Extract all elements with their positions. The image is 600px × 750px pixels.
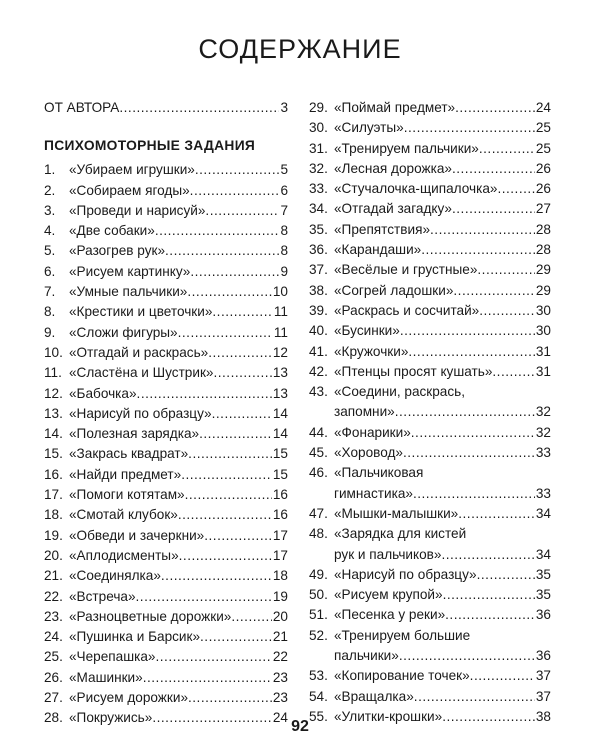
toc-entry-text: «Помоги котятам» (69, 487, 185, 503)
toc-entry-page: 11 (273, 324, 288, 340)
toc-entry-number: 49. (309, 566, 328, 582)
toc-entry-text: «Разогрев рук» (69, 243, 166, 259)
toc-entry (309, 240, 551, 260)
toc-entry-number: 28. (44, 710, 63, 726)
toc-entry-continuation (309, 646, 551, 666)
toc-entry-text: «Рисуем дорожки» (69, 690, 188, 706)
dot-leader (470, 666, 535, 686)
toc-entry (44, 363, 288, 383)
toc-entry-number: 33. (309, 181, 328, 197)
dot-leader (411, 423, 535, 443)
dot-leader (165, 241, 279, 261)
toc-entry-text: «Пушинка и Барсик» (69, 629, 201, 645)
toc-entry-page: 13 (272, 365, 288, 381)
toc-entry-number: 38. (309, 282, 328, 298)
toc-entry-number: 24. (44, 629, 63, 645)
toc-entry-text: «Бусинки» (334, 323, 400, 339)
toc-entry-number: 39. (309, 302, 328, 318)
dot-leader (161, 566, 272, 586)
toc-entry-page: 37 (535, 688, 551, 704)
toc-entry (309, 605, 551, 625)
toc-entry-text: «Соедини, раскрась, (334, 384, 466, 400)
toc-entry-number: 32. (309, 160, 328, 176)
toc-entry (309, 565, 551, 585)
toc-entry-number: 21. (44, 568, 63, 584)
toc-entry-page: 16 (272, 507, 288, 523)
toc-entry-number: 35. (309, 221, 328, 237)
toc-entry-text: «Птенцы просят кушать» (334, 363, 493, 379)
toc-entry-text: «Рисуем картинку» (69, 263, 191, 279)
toc-entry-number: 52. (309, 627, 328, 643)
toc-entry (309, 179, 551, 199)
toc-entry (44, 404, 288, 424)
dot-leader (204, 526, 272, 546)
toc-entry-page: 16 (272, 487, 288, 503)
toc-entry-page: 12 (272, 344, 288, 360)
dot-leader (453, 281, 534, 301)
toc-entry (44, 587, 288, 607)
toc-entry (309, 504, 551, 524)
toc-entry-number: 27. (44, 690, 63, 706)
toc-entry-number: 55. (309, 708, 328, 724)
toc-entry-page: 17 (272, 527, 288, 543)
toc-entry-page: 24 (535, 100, 551, 115)
toc-entry (309, 98, 551, 118)
toc-entry-text: «Закрась квадрат» (69, 446, 189, 462)
toc-entry-number: 11. (44, 365, 62, 381)
toc-entry-page: 30 (535, 302, 551, 318)
toc-entry-page: 34 (535, 546, 551, 562)
toc-entry (44, 221, 288, 241)
toc-entry-page: 19 (272, 588, 288, 604)
toc-entry-page: 14 (272, 405, 288, 421)
toc-entry (309, 159, 551, 179)
toc-entry-page: 5 (280, 162, 288, 178)
toc-entry-text: «Убираем игрушки» (69, 162, 195, 178)
toc-entry-page: 15 (272, 466, 288, 482)
toc-entry-page: 32 (535, 404, 551, 420)
toc-entry-text: «Смотай клубок» (69, 507, 178, 523)
toc-entry (44, 465, 288, 485)
toc-entry (309, 423, 551, 443)
toc-entry (44, 444, 288, 464)
toc-entry-number: 9. (44, 324, 56, 340)
toc-entry (44, 201, 288, 221)
toc-entry-number: 53. (309, 668, 328, 684)
toc-entry-number: 45. (309, 445, 328, 461)
toc-entry (44, 485, 288, 505)
toc-entry-text: «Собираем ягоды» (69, 182, 190, 198)
toc-entry-text: «Кружочки» (334, 343, 409, 359)
dot-leader (395, 402, 535, 422)
dot-leader (430, 220, 535, 240)
toc-entry-number: 16. (44, 466, 63, 482)
toc-entry-text: «Карандаши» (334, 242, 422, 258)
dot-leader (119, 98, 279, 118)
toc-entry-number: 50. (309, 587, 328, 603)
dot-leader (136, 587, 272, 607)
toc-entry-author (44, 98, 288, 118)
dot-leader (479, 139, 535, 159)
dot-leader (205, 201, 279, 221)
toc-entry-number: 1. (44, 162, 56, 178)
toc-entry-text: «Весёлые и грустные» (334, 262, 478, 278)
toc-entry-page: 32 (535, 424, 551, 440)
toc-entry-text: «Стучалочка-щипалочка» (334, 181, 498, 197)
toc-entry-text: «Бабочка» (69, 385, 137, 401)
toc-entry-page: 38 (535, 708, 551, 724)
dot-leader (208, 343, 272, 363)
toc-entry (309, 118, 551, 138)
toc-entry-number: 14. (44, 426, 63, 442)
toc-entry (309, 321, 551, 341)
toc-entry-number: 17. (44, 487, 63, 503)
toc-entry-number: 41. (309, 343, 328, 359)
toc-entry-number: 6. (44, 263, 56, 279)
toc-entry-number: 26. (44, 669, 63, 685)
toc-entry (44, 607, 288, 627)
toc-entry (44, 688, 288, 708)
toc-entry-page: 36 (535, 607, 551, 623)
dot-leader (137, 384, 272, 404)
toc-entry-text: «Хоровод» (334, 445, 403, 461)
toc-entry-number: 36. (309, 242, 328, 258)
toc-entry (44, 647, 288, 667)
toc-entry-text: «Обведи и зачеркни» (69, 527, 205, 543)
dot-leader (408, 342, 535, 362)
toc-entry (44, 384, 288, 404)
toc-entry-page: 29 (535, 282, 551, 298)
toc-entry (44, 627, 288, 647)
toc-entry-text: «Отгадай загадку» (334, 201, 452, 217)
toc-entry (309, 260, 551, 280)
dot-leader (492, 362, 534, 382)
toc-entry (309, 585, 551, 605)
toc-entry (309, 342, 551, 362)
toc-right-column (309, 98, 551, 727)
toc-entry-page: 20 (272, 608, 288, 624)
toc-entry-page: 11 (273, 304, 288, 320)
dot-leader (187, 282, 272, 302)
dot-leader (188, 688, 272, 708)
toc-entry-text: «Фонарики» (334, 424, 411, 440)
dot-leader (452, 199, 535, 219)
toc-entry-number: 2. (44, 182, 56, 198)
toc-entry (44, 668, 288, 688)
dot-leader (452, 159, 535, 179)
toc-entry-text: «Нарисуй по образцу» (69, 405, 212, 421)
dot-leader (181, 465, 272, 485)
page-number: 92 (291, 718, 309, 735)
toc-entry-text: «Сложи фигуры» (69, 324, 178, 340)
toc-entry-page: 31 (535, 343, 551, 359)
toc-entry-page: 15 (272, 446, 288, 462)
toc-entry-text: «Согрей ладошки» (334, 282, 454, 298)
toc-entry-page: 8 (280, 223, 288, 239)
dot-leader (421, 240, 535, 260)
toc-entry (44, 546, 288, 566)
dot-leader (414, 687, 535, 707)
toc-entry-page: 9 (280, 263, 288, 279)
toc-entry (309, 220, 551, 240)
toc-left-list (44, 160, 288, 728)
toc-entry (44, 424, 288, 444)
toc-entry (309, 626, 551, 646)
dot-leader (213, 363, 271, 383)
section-heading: ПСИХОМОТОРНЫЕ ЗАДАНИЯ (44, 138, 256, 154)
dot-leader (497, 179, 534, 199)
dot-leader (458, 504, 535, 524)
toc-entry-number: 7. (44, 284, 56, 300)
toc-entry-page: 33 (535, 485, 551, 501)
toc-entry-text: «Разноцветные дорожки» (69, 608, 232, 624)
dot-leader (443, 585, 535, 605)
toc-entry-text-continued: рук и пальчиков» (334, 546, 442, 562)
toc-entry (309, 463, 551, 483)
toc-entry (44, 566, 288, 586)
dot-leader (155, 221, 280, 241)
toc-entry-text: «Нарисуй по образцу» (334, 566, 477, 582)
toc-entry-text: «Улитки-крошки» (334, 708, 443, 724)
toc-entry-text: «Две собаки» (69, 223, 155, 239)
toc-entry-text-continued: пальчики» (334, 648, 399, 664)
toc-entry-text: «Машинки» (69, 669, 143, 685)
dot-leader (477, 260, 534, 280)
toc-entry-number: 23. (44, 608, 63, 624)
toc-entry (44, 505, 288, 525)
toc-entry-text: «Найди предмет» (69, 466, 182, 482)
toc-entry-page: 35 (535, 587, 551, 603)
toc-entry-text: «Умные пальчики» (69, 284, 188, 300)
toc-entry-page: 31 (535, 363, 551, 379)
toc-entry-text: «Встреча» (69, 588, 136, 604)
dot-leader (143, 668, 272, 688)
toc-entry-text: «Вращалка» (334, 688, 414, 704)
toc-entry-number: 12. (44, 385, 63, 401)
toc-entry-number: 48. (309, 526, 328, 542)
toc-entry-text: «Поймай предмет» (334, 100, 456, 115)
toc-entry-number: 51. (309, 607, 328, 623)
toc-entry-text: «Раскрась и сосчитай» (334, 302, 480, 318)
toc-entry-page: 7 (280, 202, 288, 218)
toc-entry (309, 382, 551, 402)
toc-entry (309, 666, 551, 686)
toc-entry-number: 10. (44, 344, 63, 360)
toc-entry-page: 27 (535, 201, 551, 217)
toc-entry-number: 37. (309, 262, 328, 278)
toc-entry-continuation (309, 402, 551, 422)
toc-entry-page: 23 (272, 669, 288, 685)
dot-leader (441, 545, 534, 565)
toc-entry-page: 17 (272, 547, 288, 563)
toc-entry-number: 47. (309, 505, 328, 521)
toc-entry (44, 241, 288, 261)
toc-entry (44, 262, 288, 282)
toc-entry-page: 26 (535, 160, 551, 176)
toc-entry-page: 10 (272, 284, 288, 300)
toc-entry (44, 160, 288, 180)
dot-leader (156, 647, 272, 667)
toc-entry-number: 44. (309, 424, 328, 440)
dot-leader (199, 424, 272, 444)
toc-entry-page: 8 (280, 243, 288, 259)
dot-leader (403, 443, 535, 463)
toc-entry-text: «Мышки-малышки» (334, 505, 459, 521)
toc-entry-page: 25 (535, 140, 551, 156)
toc-entry-text: «Зарядка для кистей (334, 526, 467, 542)
toc-entry-text: «Силуэты» (334, 120, 404, 136)
toc-entry-page: 34 (535, 505, 551, 521)
toc-entry-page: 35 (535, 566, 551, 582)
toc-entry-text: «Препятствия» (334, 221, 431, 237)
toc-entry (44, 302, 288, 322)
toc-entry-number: 4. (44, 223, 56, 239)
toc-entry (309, 301, 551, 321)
toc-entry-page: 14 (272, 426, 288, 442)
toc-entry-number: 34. (309, 201, 328, 217)
toc-entry (44, 282, 288, 302)
toc-entry-continuation (309, 484, 551, 504)
toc-entry-page: 37 (535, 668, 551, 684)
toc-entry-number: 43. (309, 384, 328, 400)
toc-entry-text-continued: запомни» (334, 404, 395, 420)
toc-entry (309, 139, 551, 159)
toc-left-column (44, 98, 288, 729)
toc-entry-text: «Крестики и цветочки» (69, 304, 213, 320)
toc-entry-number: 54. (309, 688, 328, 704)
toc-entry-page: 28 (535, 242, 551, 258)
dot-leader (178, 323, 273, 343)
toc-entry (44, 526, 288, 546)
toc-entry-continuation (309, 545, 551, 565)
dot-leader (399, 646, 535, 666)
dot-leader (479, 301, 535, 321)
toc-entry-page: 25 (535, 120, 551, 136)
toc-entry-page: 13 (272, 385, 288, 401)
dot-leader (200, 627, 272, 647)
dot-leader (185, 485, 272, 505)
toc-entry-number: 18. (44, 507, 63, 523)
toc-entry-page: 28 (535, 221, 551, 237)
toc-entry (44, 323, 288, 343)
toc-entry-text: «Отгадай и раскрась» (69, 344, 209, 360)
toc-entry-text-continued: гимнастика» (334, 485, 413, 501)
toc-entry-number: 40. (309, 323, 328, 339)
toc-entry-number: 31. (309, 140, 328, 156)
dot-leader (190, 181, 280, 201)
toc-entry-number: 25. (44, 649, 63, 665)
toc-entry-number: 13. (44, 405, 63, 421)
toc-entry-page: 3 (280, 100, 288, 115)
dot-leader (455, 98, 535, 118)
dot-leader (212, 404, 272, 424)
toc-entry-number: 15. (44, 446, 63, 462)
toc-entry-number: 29. (309, 100, 328, 115)
toc-entry (309, 281, 551, 301)
toc-entry-number: 30. (309, 120, 328, 136)
toc-entry-number: 19. (44, 527, 63, 543)
toc-entry-page: 30 (535, 323, 551, 339)
toc-entry-number: 46. (309, 465, 328, 481)
toc-entry (309, 362, 551, 382)
toc-entry-page: 23 (272, 690, 288, 706)
toc-entry-text: «Проведи и нарисуй» (69, 202, 206, 218)
toc-entry-page: 29 (535, 262, 551, 278)
toc-entry (309, 199, 551, 219)
page-title: СОДЕРЖАНИЕ (198, 34, 402, 64)
toc-entry (309, 443, 551, 463)
dot-leader (477, 565, 535, 585)
toc-entry (44, 343, 288, 363)
dot-leader (445, 605, 535, 625)
toc-entry-text: «Аплодисменты» (69, 547, 179, 563)
dot-leader (231, 607, 272, 627)
toc-entry-page: 21 (272, 629, 288, 645)
toc-entry-page: 33 (535, 445, 551, 461)
toc-entry-number: 8. (44, 304, 56, 320)
dot-leader (188, 444, 272, 464)
toc-entry-text: «Пальчиковая (334, 465, 424, 481)
dot-leader (179, 546, 272, 566)
toc-entry-text: «Копирование точек» (334, 668, 470, 684)
dot-leader (212, 302, 272, 322)
toc-entry-number: 42. (309, 363, 328, 379)
dot-leader (413, 484, 535, 504)
toc-entry-page: 6 (280, 182, 288, 198)
dot-leader (404, 118, 535, 138)
toc-entry (309, 524, 551, 544)
toc-entry-number: 5. (44, 243, 56, 259)
toc-entry-text: «Рисуем крупой» (334, 587, 443, 603)
toc-entry-text: «Черепашка» (69, 649, 156, 665)
toc-entry-text: «Соединялка» (69, 568, 161, 584)
toc-entry-text: «Сластёна и Шустрик» (69, 365, 214, 381)
toc-entry-text: «Полезная зарядка» (69, 426, 200, 442)
dot-leader (190, 262, 279, 282)
toc-entry-page: 26 (535, 181, 551, 197)
toc-entry-text: ОТ АВТОРА (44, 100, 120, 115)
toc-entry-number: 3. (44, 202, 56, 218)
dot-leader (400, 321, 535, 341)
toc-entry-text: «Тренируем большие (334, 627, 471, 643)
toc-entry-text: «Песенка у реки» (334, 607, 446, 623)
toc-entry-page: 22 (272, 649, 288, 665)
toc-entry-page: 36 (535, 648, 551, 664)
toc-entry (309, 687, 551, 707)
dot-leader (178, 505, 272, 525)
dot-leader (195, 160, 280, 180)
toc-entry (44, 181, 288, 201)
toc-entry-text: «Лесная дорожка» (334, 160, 452, 176)
toc-entry-page: 18 (272, 568, 288, 584)
toc-entry-text: «Тренируем пальчики» (334, 140, 479, 156)
toc-entry-number: 20. (44, 547, 63, 563)
toc-entry-number: 22. (44, 588, 63, 604)
toc-entry-page: 24 (272, 710, 288, 726)
toc-entry-text: «Покружись» (69, 710, 153, 726)
